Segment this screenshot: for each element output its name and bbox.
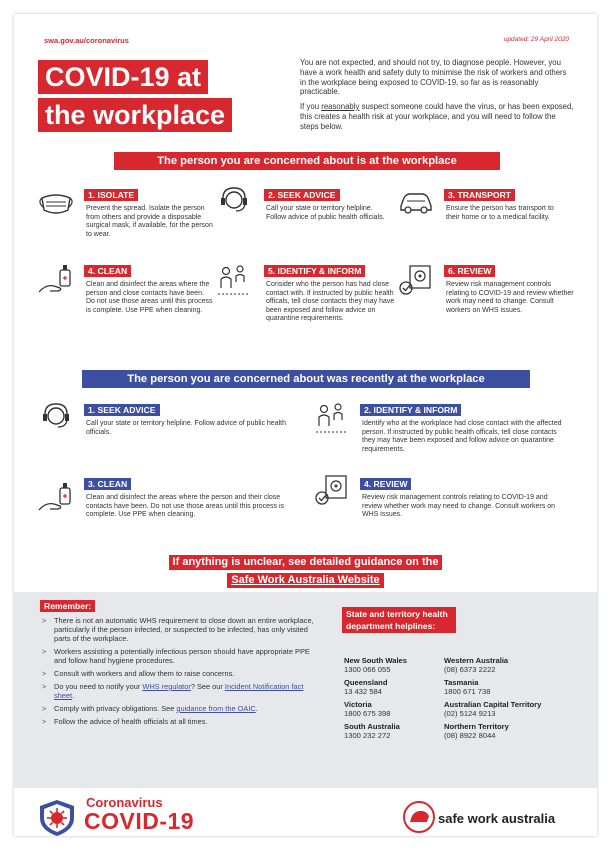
- helpline-qld: Queensland 13 432 584: [344, 678, 388, 696]
- page-title-line-2: the workplace: [38, 98, 232, 132]
- helpline-tas: Tasmania 1800 671 738: [444, 678, 491, 696]
- helpline-wa: Western Australia (08) 6373 2222: [444, 656, 509, 674]
- step-identify-inform-text: Consider who the person has had close contact with. If instructed by public health officals, tell close contacts they may have been exposed and follow advice on quarantine requirements.: [266, 281, 395, 323]
- helpline-nt: Northern Territory (08) 8922 8044: [444, 722, 509, 740]
- biohazard-review-icon: [396, 262, 436, 298]
- helplines-heading: State and territory health department helplines:: [342, 607, 456, 633]
- remember-list: [40, 616, 322, 730]
- list-item: > Do you need to notify your WHS regulator? See our Incident Notification fact sheet.: [40, 682, 322, 700]
- step-review-text: Review risk management controls relating to COVID-19 and review whether work may need to change. Consult workers on WHS issues.: [446, 281, 574, 314]
- step-clean-text: Clean and disinfect the areas where the person and close contacts have been. Do not use those areas until this process is complete. Use PPE when cleaning.: [86, 281, 213, 314]
- whs-regulator-link[interactable]: WHS regulator: [142, 682, 191, 691]
- guidance-line-1-wrap: [14, 552, 597, 570]
- page-title-line-1: COVID-19 at: [38, 60, 208, 94]
- website-url[interactable]: swa.gov.au/coronavirus: [44, 36, 129, 45]
- incident-notification-link[interactable]: Incident Notification fact sheet: [54, 682, 304, 700]
- helpline-vic: Victoria 1800 675 398: [344, 700, 391, 718]
- oaic-guidance-link[interactable]: guidance from the OAIC: [176, 704, 256, 713]
- updated-date: updated: 29 April 2020: [503, 36, 569, 43]
- recent-step-clean-heading: 3. CLEAN: [84, 478, 131, 490]
- people-icon: [312, 400, 352, 436]
- guidance-line-1: If anything is unclear, see detailed guidance on the: [169, 555, 443, 570]
- recent-step-review-heading: 4. REVIEW: [360, 478, 411, 490]
- step-review-heading: 6. REVIEW: [444, 265, 495, 277]
- website-link[interactable]: Safe Work Australia Website: [227, 573, 383, 588]
- list-item: > There is not an automatic WHS requirement to close down an entire workplace, particularly if the person infected, or suspected to be infected, has only visited parts of the workplace.: [40, 616, 322, 643]
- recent-step-identify-inform-heading: 2. IDENTIFY & INFORM: [360, 404, 461, 416]
- helpline-act: Australian Capital Territory (02) 5124 9213: [444, 700, 542, 718]
- remember-heading: Remember:: [40, 600, 95, 612]
- face-mask-icon: [36, 184, 76, 220]
- covid-shield-logo: [36, 798, 78, 836]
- step-isolate-text: Prevent the spread. Isolate the person from others and provide a disposable surgical mask, if available, for the person to wear.: [86, 205, 213, 238]
- footer-covid-label: COVID-19: [84, 808, 195, 834]
- recent-step-review-text: Review risk management controls relating to COVID-19 and review whether work may need to change. Consult workers on WHS issues.: [362, 494, 555, 519]
- hand-sanitiser-icon: [36, 262, 76, 298]
- footer-org-name: safe work australia: [438, 811, 556, 826]
- car-icon: [396, 184, 436, 220]
- list-item: > Comply with privacy obligations. See guidance from the OAIC.: [40, 704, 322, 713]
- list-item: > Workers assisting a potentially infectious person should have appropriate PPE and follow hand hygiene procedures.: [40, 647, 322, 665]
- list-item: > Follow the advice of health officials at all times.: [40, 717, 322, 726]
- hand-sanitiser-icon: [36, 480, 76, 516]
- section-recently-at-workplace-title: The person you are concerned about was recently at the workplace: [82, 370, 530, 388]
- helplines-grid: [344, 656, 584, 740]
- intro-paragraph-1: You are not expected, and should not try, to diagnose people. However, you have a work health and safety duty to minimise the risk of workers and others in the workplace being exposed to COVID-19, so far as is reasonably practicable.: [300, 58, 567, 97]
- headset-icon: [36, 400, 76, 436]
- footer-coronavirus-label: Coronavirus: [86, 795, 163, 810]
- biohazard-review-icon: [312, 472, 352, 508]
- step-clean-heading: 4. CLEAN: [84, 265, 131, 277]
- recent-step-seek-advice-text: Call your state or territory helpline. Follow advice of public health officials.: [86, 420, 286, 436]
- section-at-workplace-title: The person you are concerned about is at the workplace: [114, 152, 500, 170]
- step-isolate-heading: 1. ISOLATE: [84, 189, 138, 201]
- guidance-line-2-wrap: [14, 570, 597, 588]
- step-transport-heading: 3. TRANSPORT: [444, 189, 515, 201]
- headset-icon: [214, 184, 254, 220]
- step-transport-text: Ensure the person has transport to their home or to a medical facility.: [446, 205, 554, 221]
- recent-step-identify-inform-text: Identify who at the workplace had close contact with the affected person. If instructed by public health officals, tell close contacts they may have been exposed and follow advice on quarantine requirements.: [362, 420, 562, 453]
- intro-paragraph-2: If you reasonably suspect someone could have the virus, or has been exposed, this creates a health risk at your workplace, and you will need to follow the steps below.: [300, 102, 574, 131]
- swa-logo-icon: [402, 800, 436, 836]
- recent-step-clean-text: Clean and disinfect the areas where the person and their close contacts have been. Do not use those areas until this process is complete. Use PPE when cleaning.: [86, 494, 285, 519]
- helpline-nsw: New South Wales 1300 066 055: [344, 656, 408, 674]
- step-seek-advice-text: Call your state or territory helpline. Follow advice of public health officials.: [266, 205, 385, 221]
- step-seek-advice-heading: 2. SEEK ADVICE: [264, 189, 340, 201]
- people-icon: [214, 262, 254, 298]
- recent-step-seek-advice-heading: 1. SEEK ADVICE: [84, 404, 160, 416]
- step-identify-inform-heading: 5. IDENTIFY & INFORM: [264, 265, 365, 277]
- helpline-sa: South Australia 1300 232 272: [344, 722, 400, 740]
- list-item: > Consult with workers and allow them to raise concerns.: [40, 669, 322, 678]
- poster-page: [14, 14, 597, 836]
